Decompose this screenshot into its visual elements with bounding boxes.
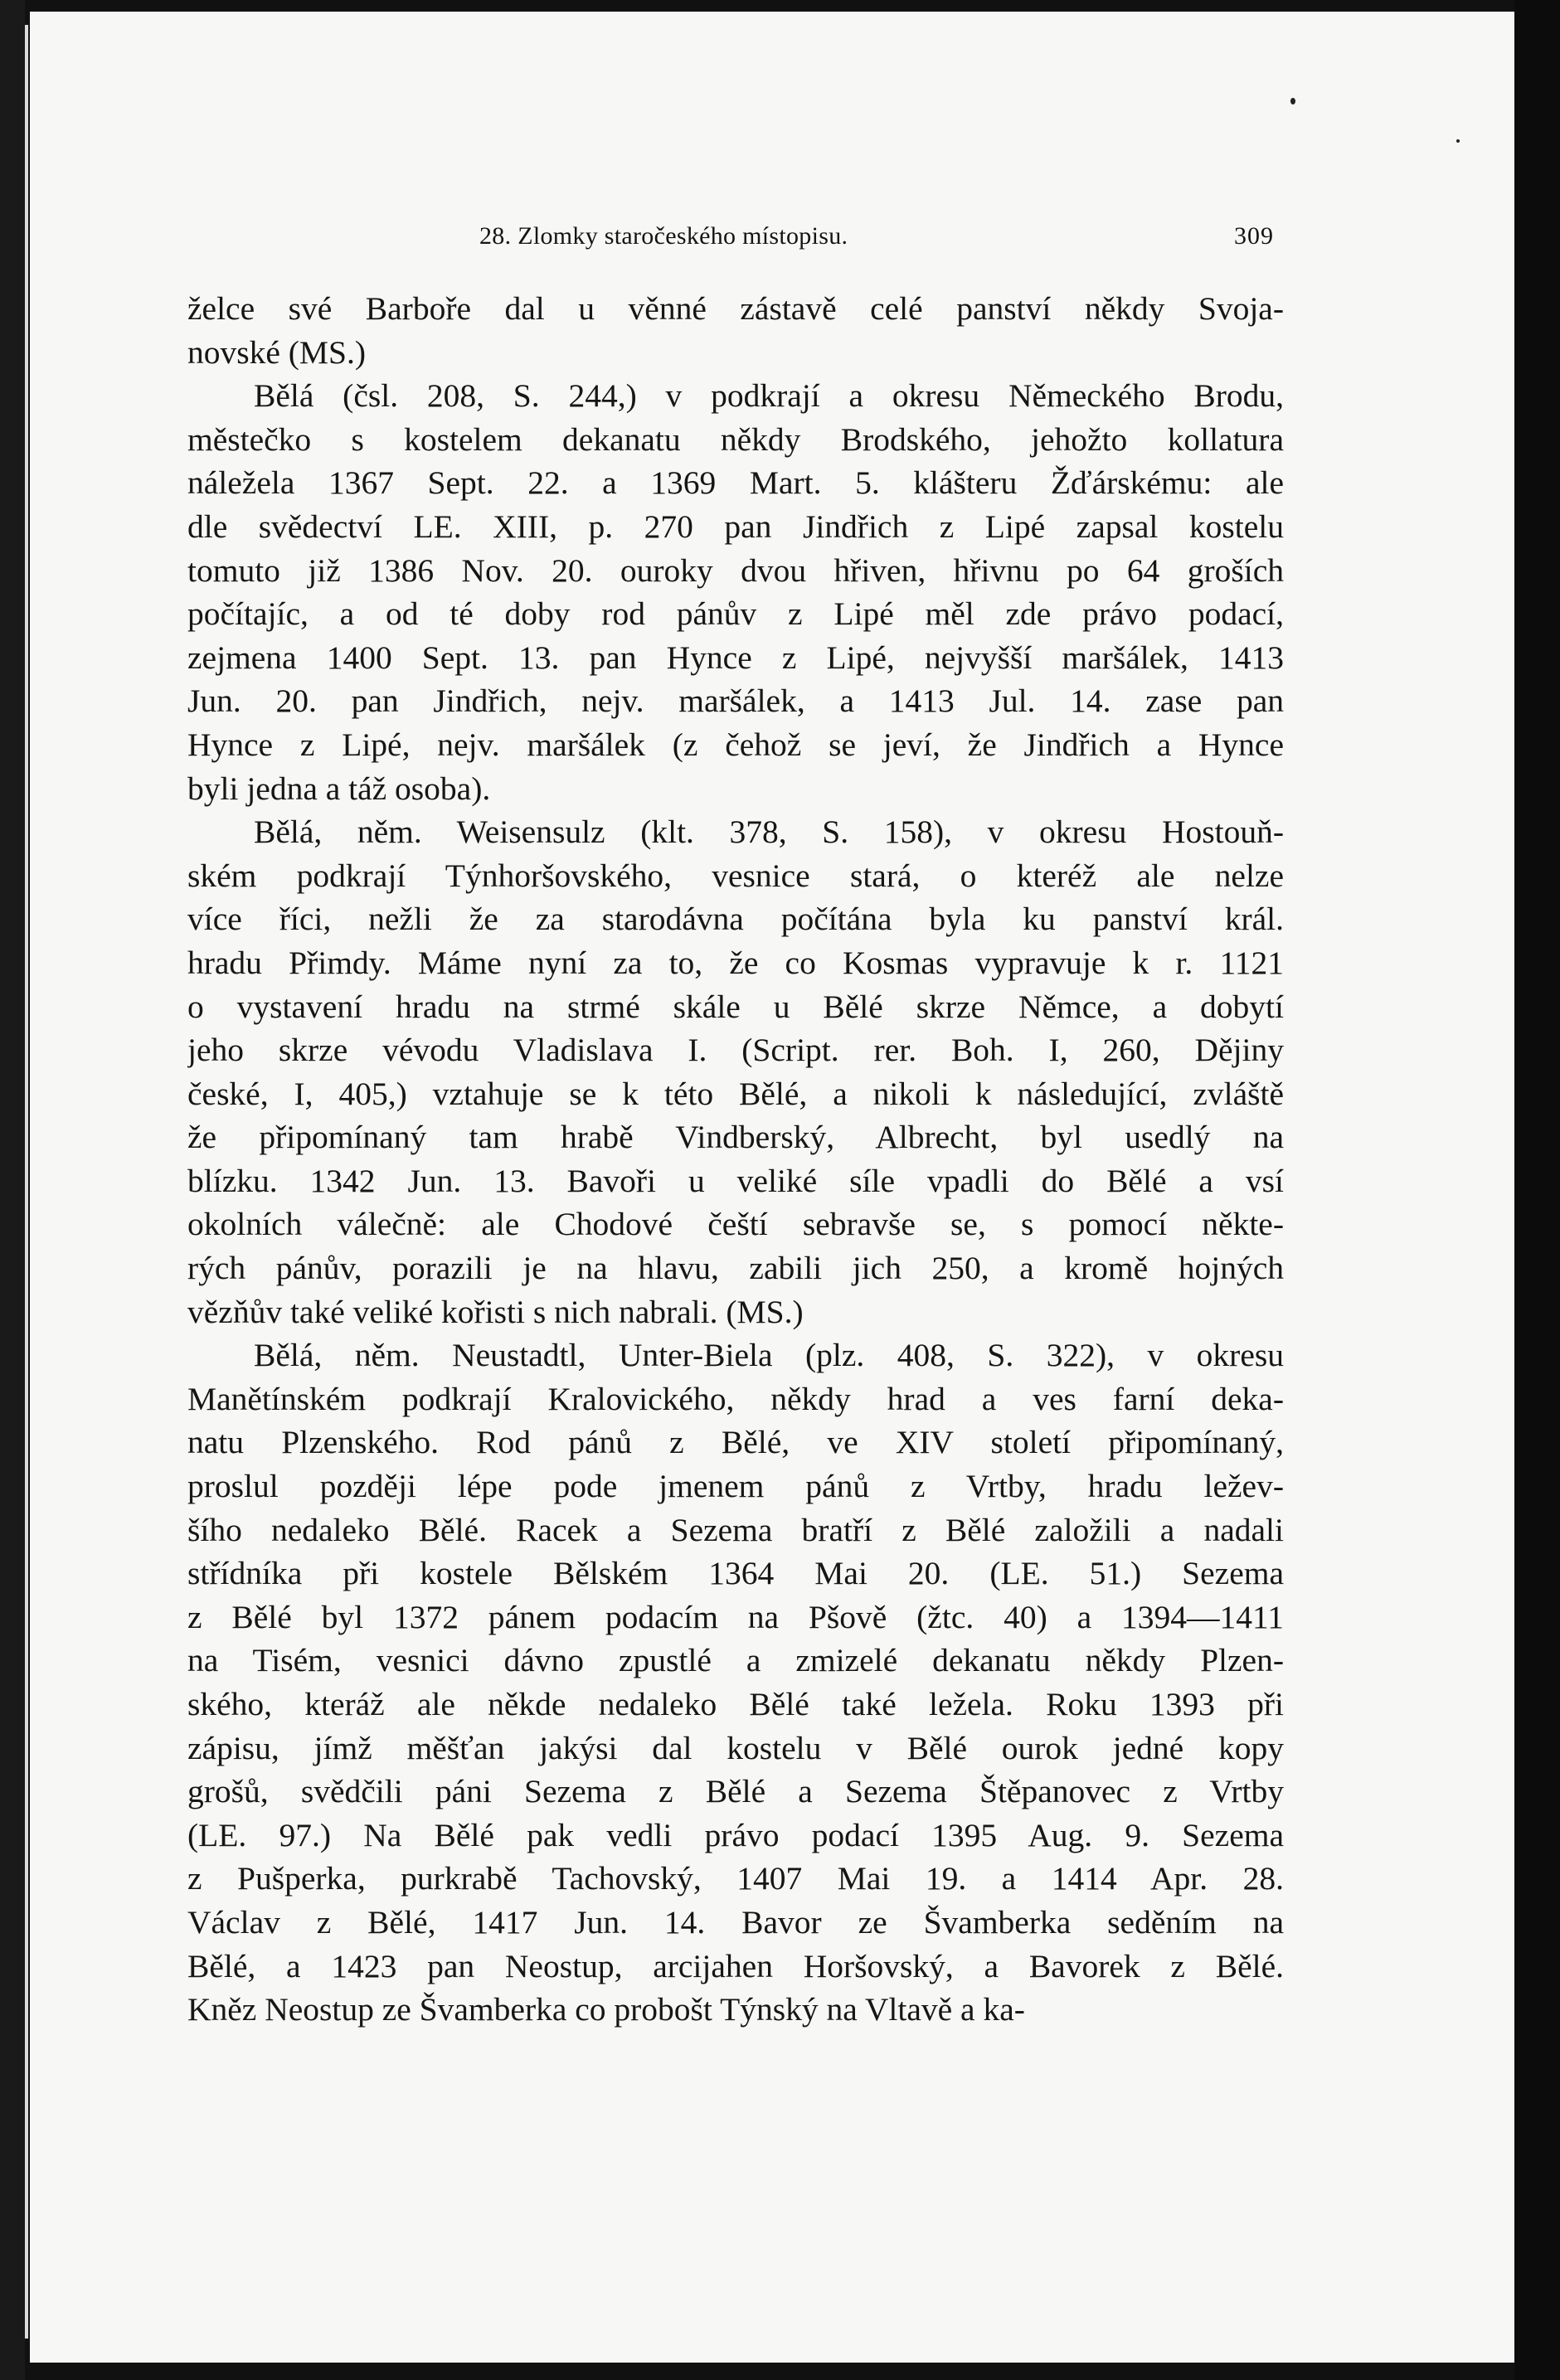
text-line: byli jedna a táž osoba). [187, 770, 491, 807]
text-line: natu Plzenského. Rod pánů z Bělé, ve XIV století připomínaný, [187, 1424, 1284, 1461]
running-title: 28. Zlomky staročeského místopisu. [479, 222, 848, 250]
text-line: Kněz Neostup ze Švamberka co probošt Týnský na Vltavě a ka- [187, 1991, 1025, 2028]
text-line: střídníka při kostele Bělském 1364 Mai 20. (LE. 51.) Sezema [187, 1555, 1284, 1592]
text-line: blízku. 1342 Jun. 13. Bavoři u veliké síle vpadli do Bělé a vsí [187, 1162, 1284, 1199]
paragraph-start-line: Bělá (čsl. 208, S. 244,) v podkrají a okresu Německého Brodu, [254, 377, 1284, 415]
text-line: Jun. 20. pan Jindřich, nejv. maršálek, a 1413 Jul. 14. zase pan [187, 682, 1284, 720]
page-number: 309 [1234, 222, 1274, 250]
text-line: šího nedaleko Bělé. Racek a Sezema bratří z Bělé založili a nadali [187, 1511, 1284, 1548]
text-line: z Pušperka, purkrabě Tachovský, 1407 Mai 19. a 1414 Apr. 28. [187, 1860, 1284, 1897]
text-line: české, I, 405,) vztahuje se k této Bělé, a nikoli k následující, zvláště [187, 1075, 1284, 1112]
text-line: městečko s kostelem dekanatu někdy Brodského, jehožto kollatura [187, 420, 1284, 458]
text-line: Václav z Bělé, 1417 Jun. 14. Bavor ze Švamberka seděním na [187, 1903, 1284, 1940]
text-line: zejmena 1400 Sept. 13. pan Hynce z Lipé, nejvyšší maršálek, 1413 [187, 639, 1284, 676]
text-line: z Bělé byl 1372 pánem podacím na Pšově (žtc. 40) a 1394—1411 [187, 1598, 1284, 1635]
text-line: Manětínském podkrají Kralovického, někdy hrad a ves farní deka- [187, 1380, 1284, 1417]
text-line: novské (MS.) [187, 333, 367, 371]
scan-right-border [1514, 0, 1560, 2380]
text-line: proslul později lépe pode jmenem pánů z Vrtby, hradu ležev- [187, 1468, 1284, 1505]
scan-left-border [0, 0, 25, 2380]
text-line: tomuto již 1386 Nov. 20. ouroky dvou hřiven, hřivnu po 64 groších [187, 551, 1284, 589]
text-line: Bělé, a 1423 pan Neostup, arcijahen Horšovský, a Bavorek z Bělé. [187, 1947, 1284, 1984]
paragraph-start-line: Bělá, něm. Weisensulz (klt. 378, S. 158), v okresu Hostouň- [254, 814, 1284, 851]
text-line: počítajíc, a od té doby rod pánův z Lipé měl zde právo podací, [187, 595, 1284, 633]
text-line: okolních válečně: ale Chodové čeští sebravše se, s pomocí někte- [187, 1206, 1284, 1243]
text-line: ského, kteráž ale někde nedaleko Bělé také ležela. Roku 1393 při [187, 1686, 1284, 1722]
text-line: více říci, nežli že za starodávna počítána byla ku panství král. [187, 901, 1284, 938]
text-line: zápisu, jímž měšťan jakýsi dal kostelu v Bělé ourok jedné kopy [187, 1729, 1284, 1766]
text-line: (LE. 97.) Na Bělé pak vedli právo podací 1395 Aug. 9. Sezema [187, 1816, 1284, 1853]
text-line: že připomínaný tam hrabě Vindberský, Albrecht, byl usedlý na [187, 1119, 1284, 1156]
text-line: náležela 1367 Sept. 22. a 1369 Mart. 5. klášteru Žďárskému: ale [187, 464, 1284, 502]
page-header [199, 222, 1274, 255]
text-line: rých pánův, porazili je na hlavu, zabili jich 250, a kromě hojných [187, 1250, 1284, 1287]
text-line: vězňův také veliké kořisti s nich nabrali. (MS.) [187, 1293, 804, 1330]
text-line: hradu Přimdy. Máme nyní za to, že co Kosmas vypravuje k r. 1121 [187, 944, 1284, 981]
previous-page-edge [25, 25, 28, 2339]
paragraph-start-line: Bělá, něm. Neustadtl, Unter-Biela (plz. 408, S. 322), v okresu [254, 1337, 1284, 1374]
text-line: želce své Barboře dal u věnné zástavě celé panství někdy Svoja- [187, 290, 1284, 327]
dust-speck [1456, 139, 1460, 143]
text-line: grošů, svědčili páni Sezema z Bělé a Sezema Štěpanovec z Vrtby [187, 1773, 1284, 1810]
text-line: ském podkrají Týnhoršovského, vesnice stará, o kteréž ale nelze [187, 857, 1284, 894]
text-line: na Tisém, vesnici dávno zpustlé a zmizelé dekanatu někdy Plzen- [187, 1642, 1284, 1679]
text-line: Hynce z Lipé, nejv. maršálek (z čehož se jeví, že Jindřich a Hynce [187, 726, 1284, 763]
body-text [187, 287, 1284, 2032]
dust-speck [1290, 98, 1295, 104]
text-line: o vystavení hradu na strmé skále u Bělé skrze Němce, a dobytí [187, 988, 1284, 1025]
text-line: dle svědectví LE. XIII, p. 270 pan Jindřich z Lipé zapsal kostelu [187, 508, 1284, 545]
text-line: jeho skrze vévodu Vladislava I. (Script. rer. Boh. I, 260, Dějiny [187, 1032, 1284, 1069]
